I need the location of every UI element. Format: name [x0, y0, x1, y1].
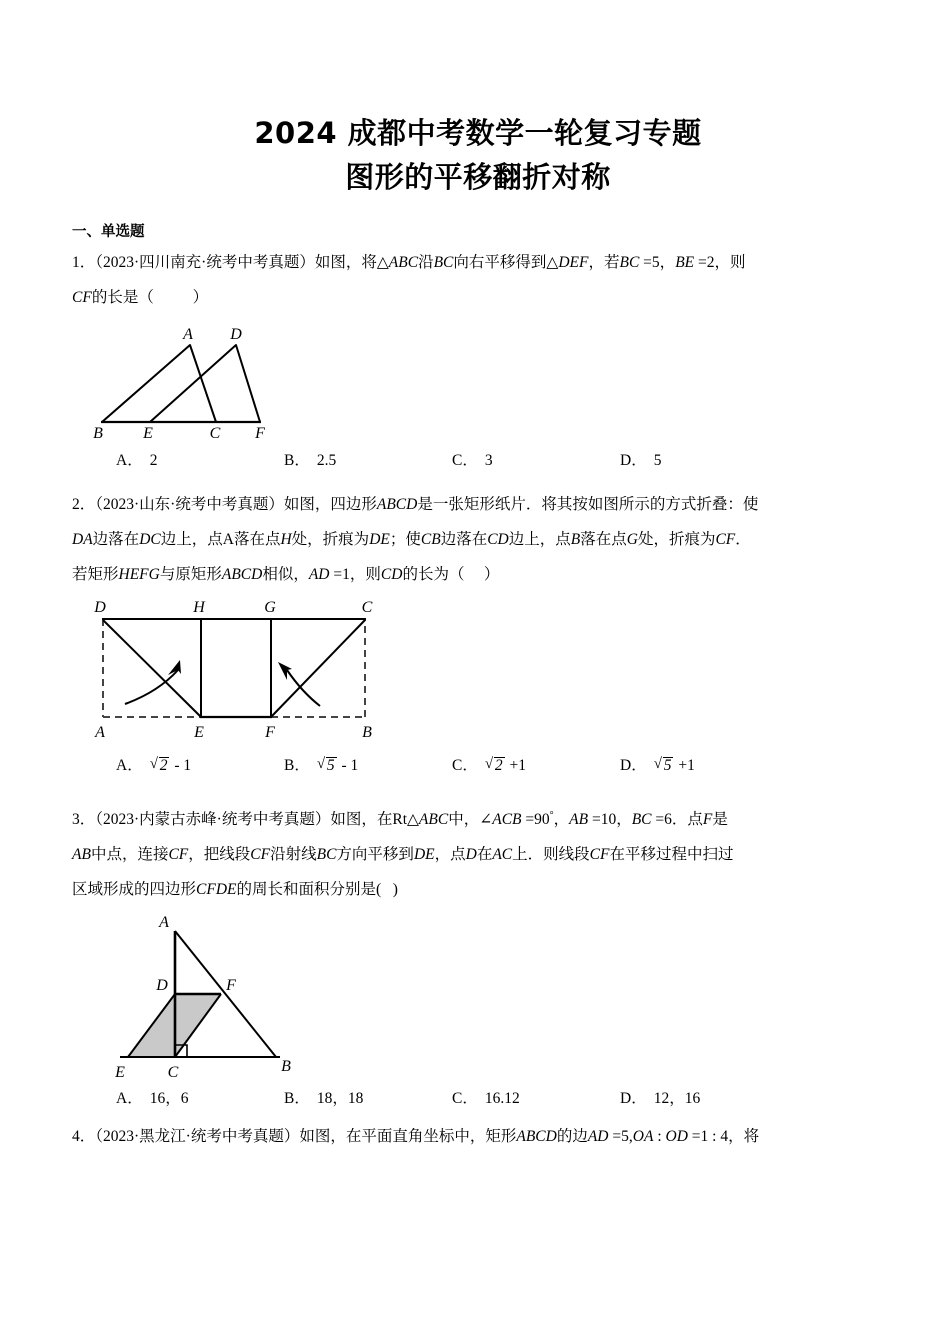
option-suffix: - 1	[337, 757, 359, 774]
question-3-line-3: 区域形成的四边形CFDE的周长和面积分别是( )	[72, 881, 398, 899]
radicand: 5	[326, 757, 335, 774]
option-key: D．	[620, 452, 647, 469]
page-title-line2: 图形的平移翻折对称	[345, 160, 611, 194]
option-value: 12，16	[653, 1090, 701, 1108]
figure-q2-label-H: H	[193, 599, 205, 616]
figure-q3-label-B: B	[281, 1058, 291, 1076]
option-value: 18，18	[316, 1090, 364, 1108]
question-1-option-c[interactable]	[452, 447, 620, 475]
question-3-number: 3．	[72, 811, 96, 829]
question-1-source: （2023·四川南充·统考中考真题）	[95, 254, 315, 271]
option-value: 2.5	[316, 452, 337, 469]
figure-q2-label-C: C	[361, 599, 373, 616]
question-2-option-b[interactable]	[284, 752, 452, 780]
figure-q2-label-B: B	[362, 724, 372, 741]
radicand: 2	[494, 757, 503, 774]
question-4-line-1: 4．（2023·黑龙江·统考中考真题）如图，在平面直角坐标中，矩形ABCD的边AD =5,OA : OD =1 : 4，将	[72, 1128, 760, 1146]
option-suffix: +1	[674, 757, 695, 774]
figure-q3-label-F: F	[226, 977, 236, 995]
question-3	[72, 798, 884, 1113]
option-key: B．	[284, 757, 310, 774]
question-3-line-1: 3．（2023·内蒙古赤峰·统考中考真题）如图，在Rt△ABC中，∠ACB =90°，AB =10，BC =6．点F是	[72, 810, 728, 829]
option-suffix: +1	[505, 757, 526, 774]
figure-q2-label-A: A	[95, 724, 105, 741]
page-title-line1: 2024 成都中考数学一轮复习专题	[254, 116, 702, 150]
option-key: D．	[620, 757, 647, 774]
radicand: 5	[663, 757, 672, 774]
question-2-line-2: DA边落在DC边上，点A落在点H处，折痕为DE；使CB边落在CD边上，点B落在点G处，折痕为CF．	[72, 531, 751, 548]
option-key: C．	[452, 452, 478, 469]
question-2-options	[116, 752, 884, 780]
option-value: 16，6	[149, 1090, 189, 1108]
question-1	[72, 245, 884, 475]
figure-q2-label-E: E	[194, 724, 204, 741]
question-3-line-2: AB中点，连接CF，把线段CF沿射线BC方向平移到DE，点D在AC上．则线段CF在平移过程中扫过	[72, 846, 734, 864]
option-key: C．	[452, 1090, 478, 1108]
figure-q1-label-C: C	[209, 425, 221, 439]
radicand: 2	[159, 757, 168, 774]
option-suffix: - 1	[170, 757, 192, 774]
question-1-option-b[interactable]	[284, 447, 452, 475]
option-key: A．	[116, 757, 143, 774]
question-1-option-d[interactable]	[620, 447, 788, 475]
question-2	[72, 487, 884, 780]
question-1-number: 1．	[72, 254, 96, 271]
option-value	[654, 752, 695, 780]
question-2-line-1: 2．（2023·山东·统考中考真题）如图，四边形ABCD是一张矩形纸片．将其按如图所示的方式折叠：使	[72, 496, 759, 513]
question-2-line-3: 若矩形HEFG与原矩形ABCD相似，AD =1，则CD的长为（ ）	[72, 566, 500, 583]
question-4-number: 4．	[72, 1128, 96, 1146]
question-4	[72, 1119, 884, 1154]
question-1-line-2: CF的长是（ ）	[72, 289, 209, 306]
option-value	[150, 752, 191, 780]
question-2-option-c[interactable]	[452, 752, 620, 780]
figure-q1-label-A: A	[183, 326, 193, 343]
figure-q3-right-triangle	[90, 909, 884, 1081]
figure-q1-label-E: E	[143, 425, 153, 439]
figure-q1-translated-triangles	[82, 317, 884, 439]
figure-q2-label-G: G	[264, 599, 276, 616]
figure-q1-label-D: D	[230, 326, 242, 343]
question-3-option-b[interactable]	[284, 1085, 452, 1113]
option-value: 16.12	[484, 1090, 520, 1108]
document-content	[72, 0, 884, 1154]
figure-q2-folded-rectangle	[80, 596, 884, 746]
question-3-option-c[interactable]	[452, 1085, 620, 1113]
figure-q3-label-D: D	[156, 977, 168, 995]
option-value: 3	[484, 452, 493, 469]
question-3-options	[116, 1085, 884, 1113]
question-1-line-1: 1．（2023·四川南充·统考中考真题）如图，将△ABC沿BC向右平移得到△DEF，若BC =5，BE =2，则	[72, 254, 746, 271]
question-2-number: 2．	[72, 496, 96, 513]
figure-q1-label-F: F	[255, 425, 265, 439]
figure-q2-label-D: D	[94, 599, 106, 616]
figure-q3-label-E: E	[115, 1064, 125, 1082]
option-key: B．	[284, 1090, 310, 1108]
option-value	[317, 752, 358, 780]
question-1-options	[116, 447, 884, 475]
option-key: A．	[116, 1090, 143, 1108]
question-4-source: （2023·黑龙江·统考中考真题）	[95, 1128, 300, 1146]
option-key: A．	[116, 452, 143, 469]
question-2-option-a[interactable]	[116, 752, 284, 780]
option-value: 5	[653, 452, 662, 469]
figure-q1-label-B: B	[93, 425, 103, 439]
figure-q3-label-A: A	[159, 914, 169, 932]
question-3-option-a[interactable]	[116, 1085, 284, 1113]
section-heading: 一、单选题	[72, 224, 145, 240]
figure-q3-label-C: C	[167, 1064, 179, 1082]
option-key: D．	[620, 1090, 647, 1108]
option-key: B．	[284, 452, 310, 469]
question-2-option-d[interactable]	[620, 752, 788, 780]
question-3-source: （2023·内蒙古赤峰·统考中考真题）	[95, 811, 331, 829]
option-value: 2	[149, 452, 158, 469]
question-1-option-a[interactable]	[116, 447, 284, 475]
figure-q2-label-F: F	[265, 724, 275, 741]
option-key: C．	[452, 757, 478, 774]
question-3-option-d[interactable]	[620, 1085, 788, 1113]
option-value	[485, 752, 526, 780]
question-2-source: （2023·山东·统考中考真题）	[95, 496, 284, 513]
